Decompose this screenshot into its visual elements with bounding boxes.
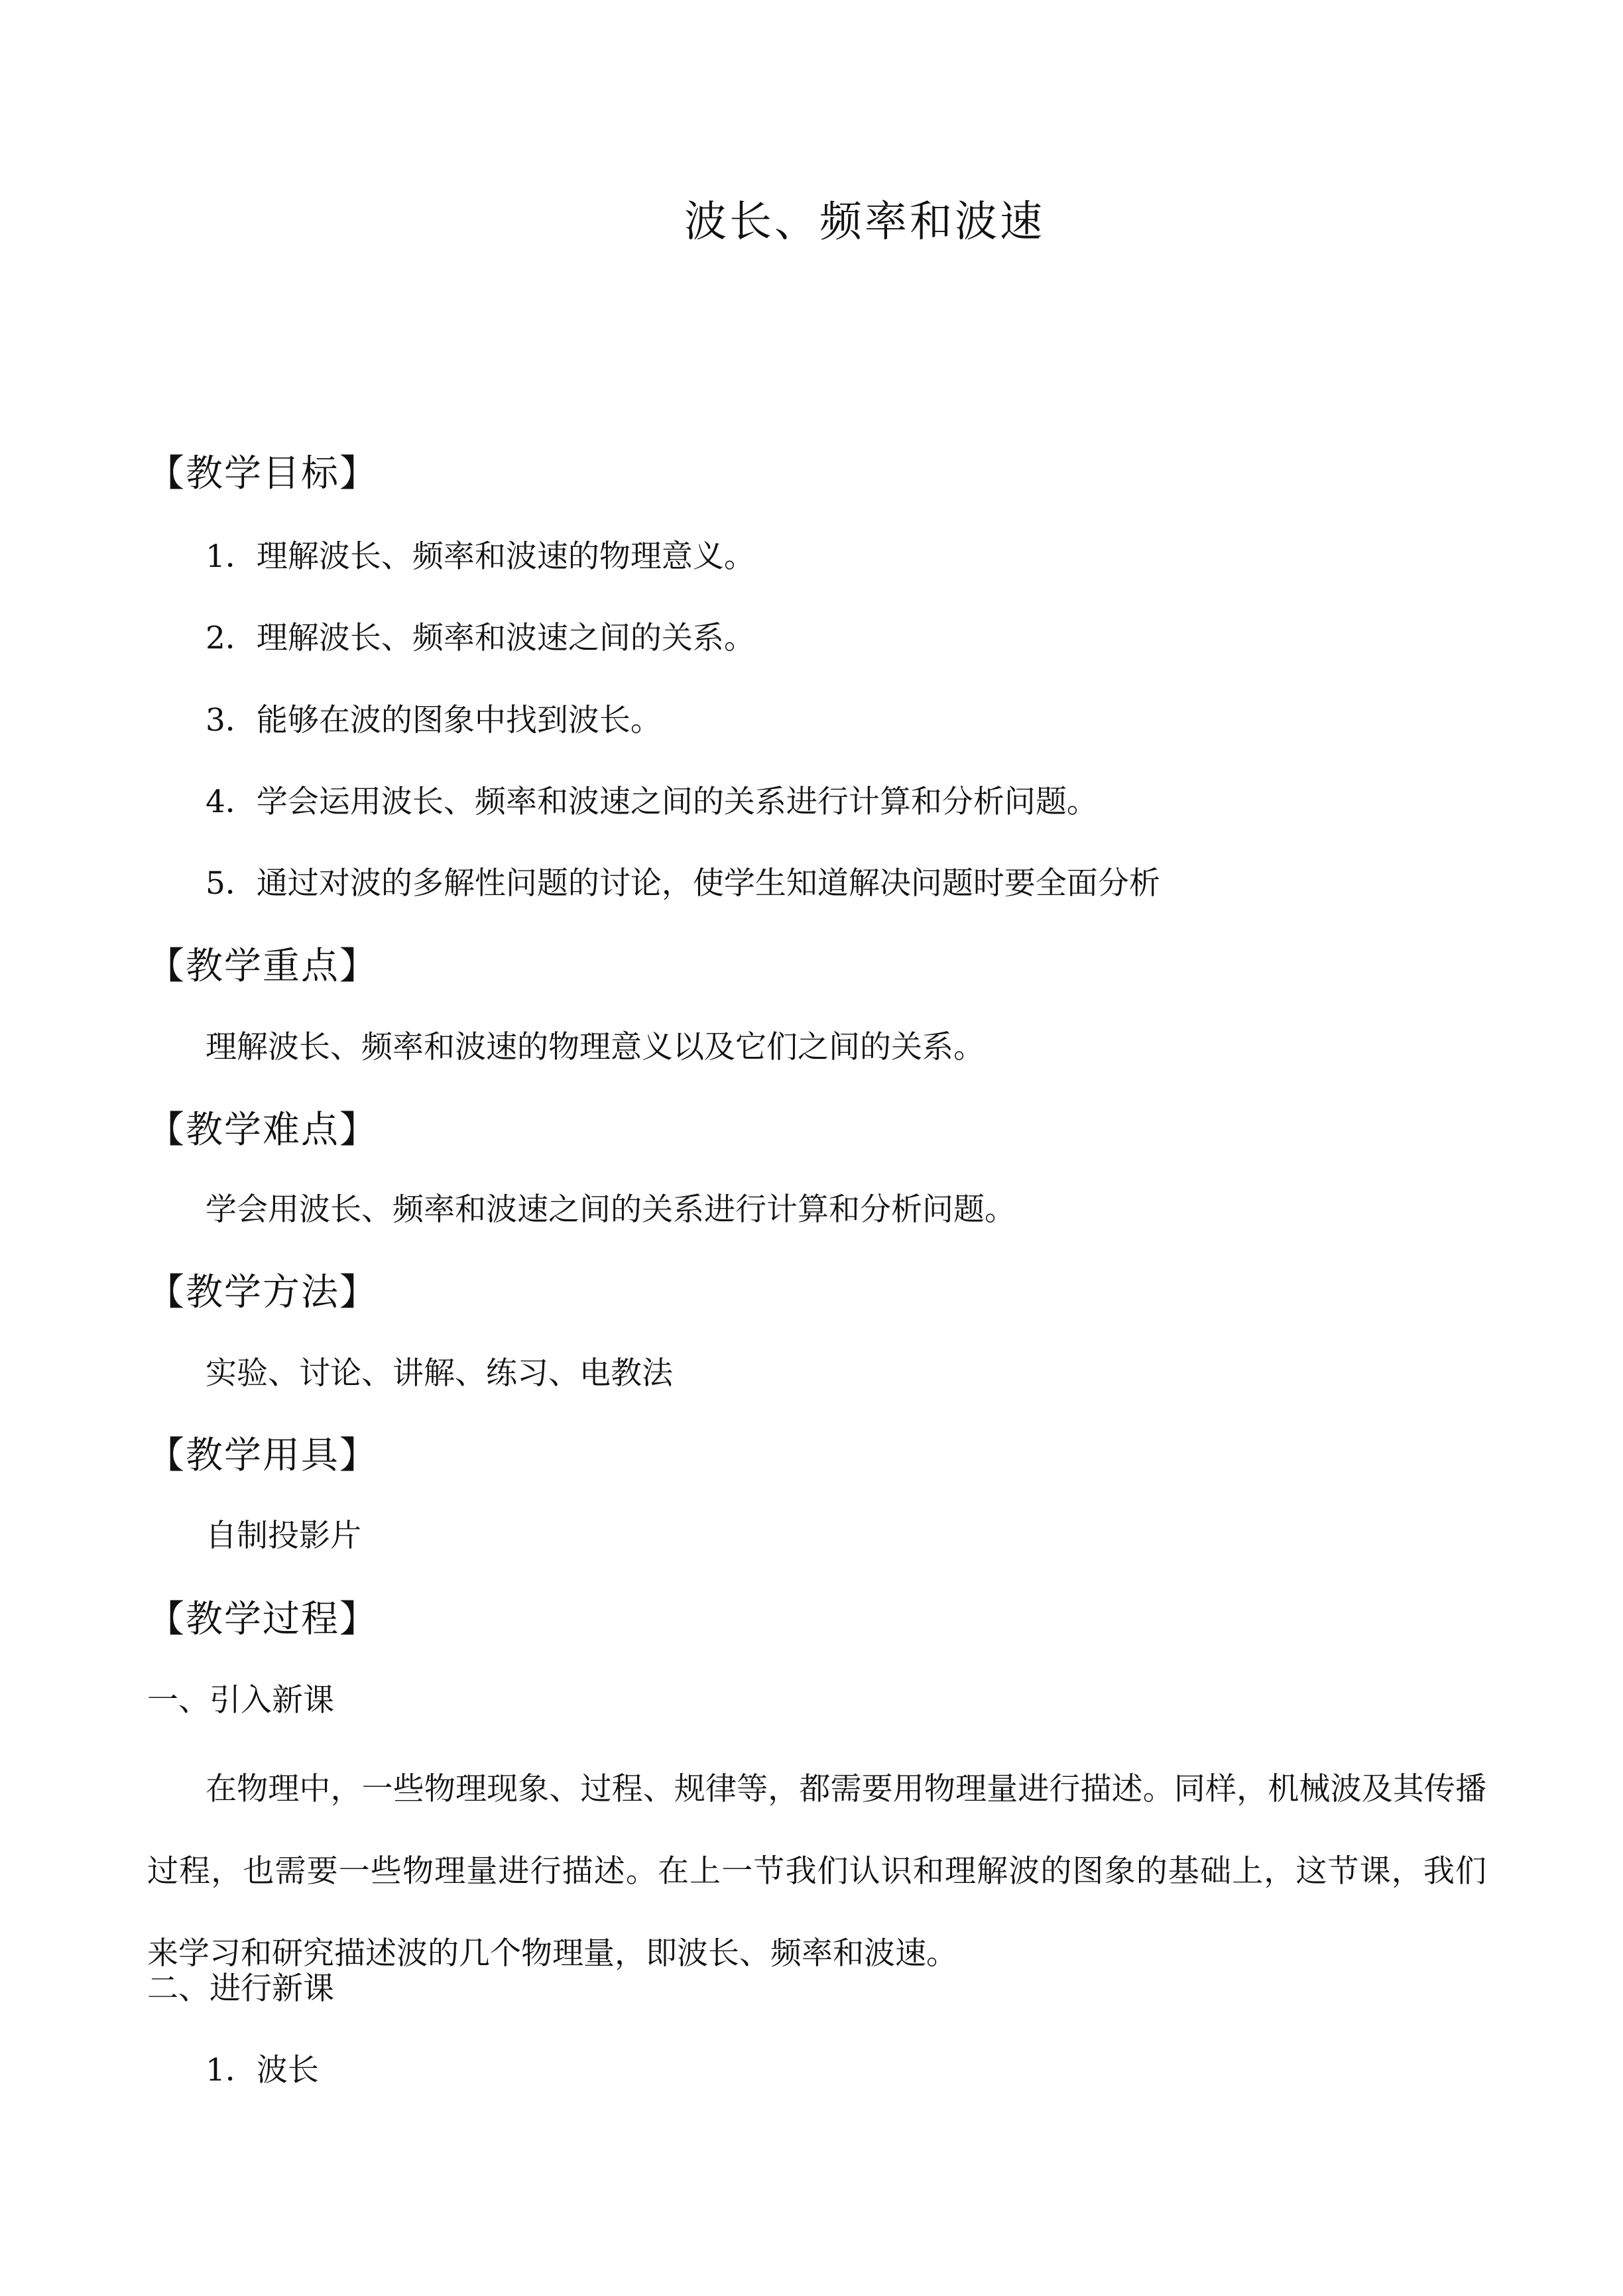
methods-text: 实验、讨论、讲解、练习、电教法 [206,1355,673,1392]
process-part1-paragraph: 在物理中，一些物理现象、过程、规律等，都需要用物理量进行描述。同样，机械波及其传播过程，也需要一些物理量进行描述。在上一节我们认识和理解波的图象的基础上，这节课，我们来学习和研究描述波的几个物理量，即波长、频率和波速。 [147,1771,1486,1972]
heading-objectives: 【教学目标】 [147,452,378,495]
heading-process: 【教学过程】 [147,1598,378,1641]
process-part2-item1: 1．波长 [206,2052,319,2088]
process-part2-title: 二、进行新课 [147,1970,334,2007]
heading-key-points: 【教学重点】 [147,945,378,988]
heading-tools: 【教学用具】 [147,1434,378,1477]
objective-item-3: 3．能够在波的图象中找到波长。 [206,702,662,739]
objective-item-4: 4．学会运用波长、频率和波速之间的关系进行计算和分析问题。 [206,784,1098,820]
tools-text: 自制投影片 [206,1518,361,1554]
objective-item-5: 5．通过对波的多解性问题的讨论，使学生知道解决问题时要全面分析 [206,865,1160,902]
heading-difficulties: 【教学难点】 [147,1109,378,1152]
difficulties-text: 学会用波长、频率和波速之间的关系进行计算和分析问题。 [206,1191,1016,1228]
page-title: 波长、频率和波速 [684,198,1045,247]
heading-methods: 【教学方法】 [147,1271,378,1314]
key-points-text: 理解波长、频率和波速的物理意义以及它们之间的关系。 [206,1029,985,1065]
objective-item-1: 1．理解波长、频率和波速的物理意义。 [206,538,755,575]
process-part1-title: 一、引入新课 [147,1682,334,1719]
objective-item-2: 2．理解波长、频率和波速之间的关系。 [206,620,755,656]
